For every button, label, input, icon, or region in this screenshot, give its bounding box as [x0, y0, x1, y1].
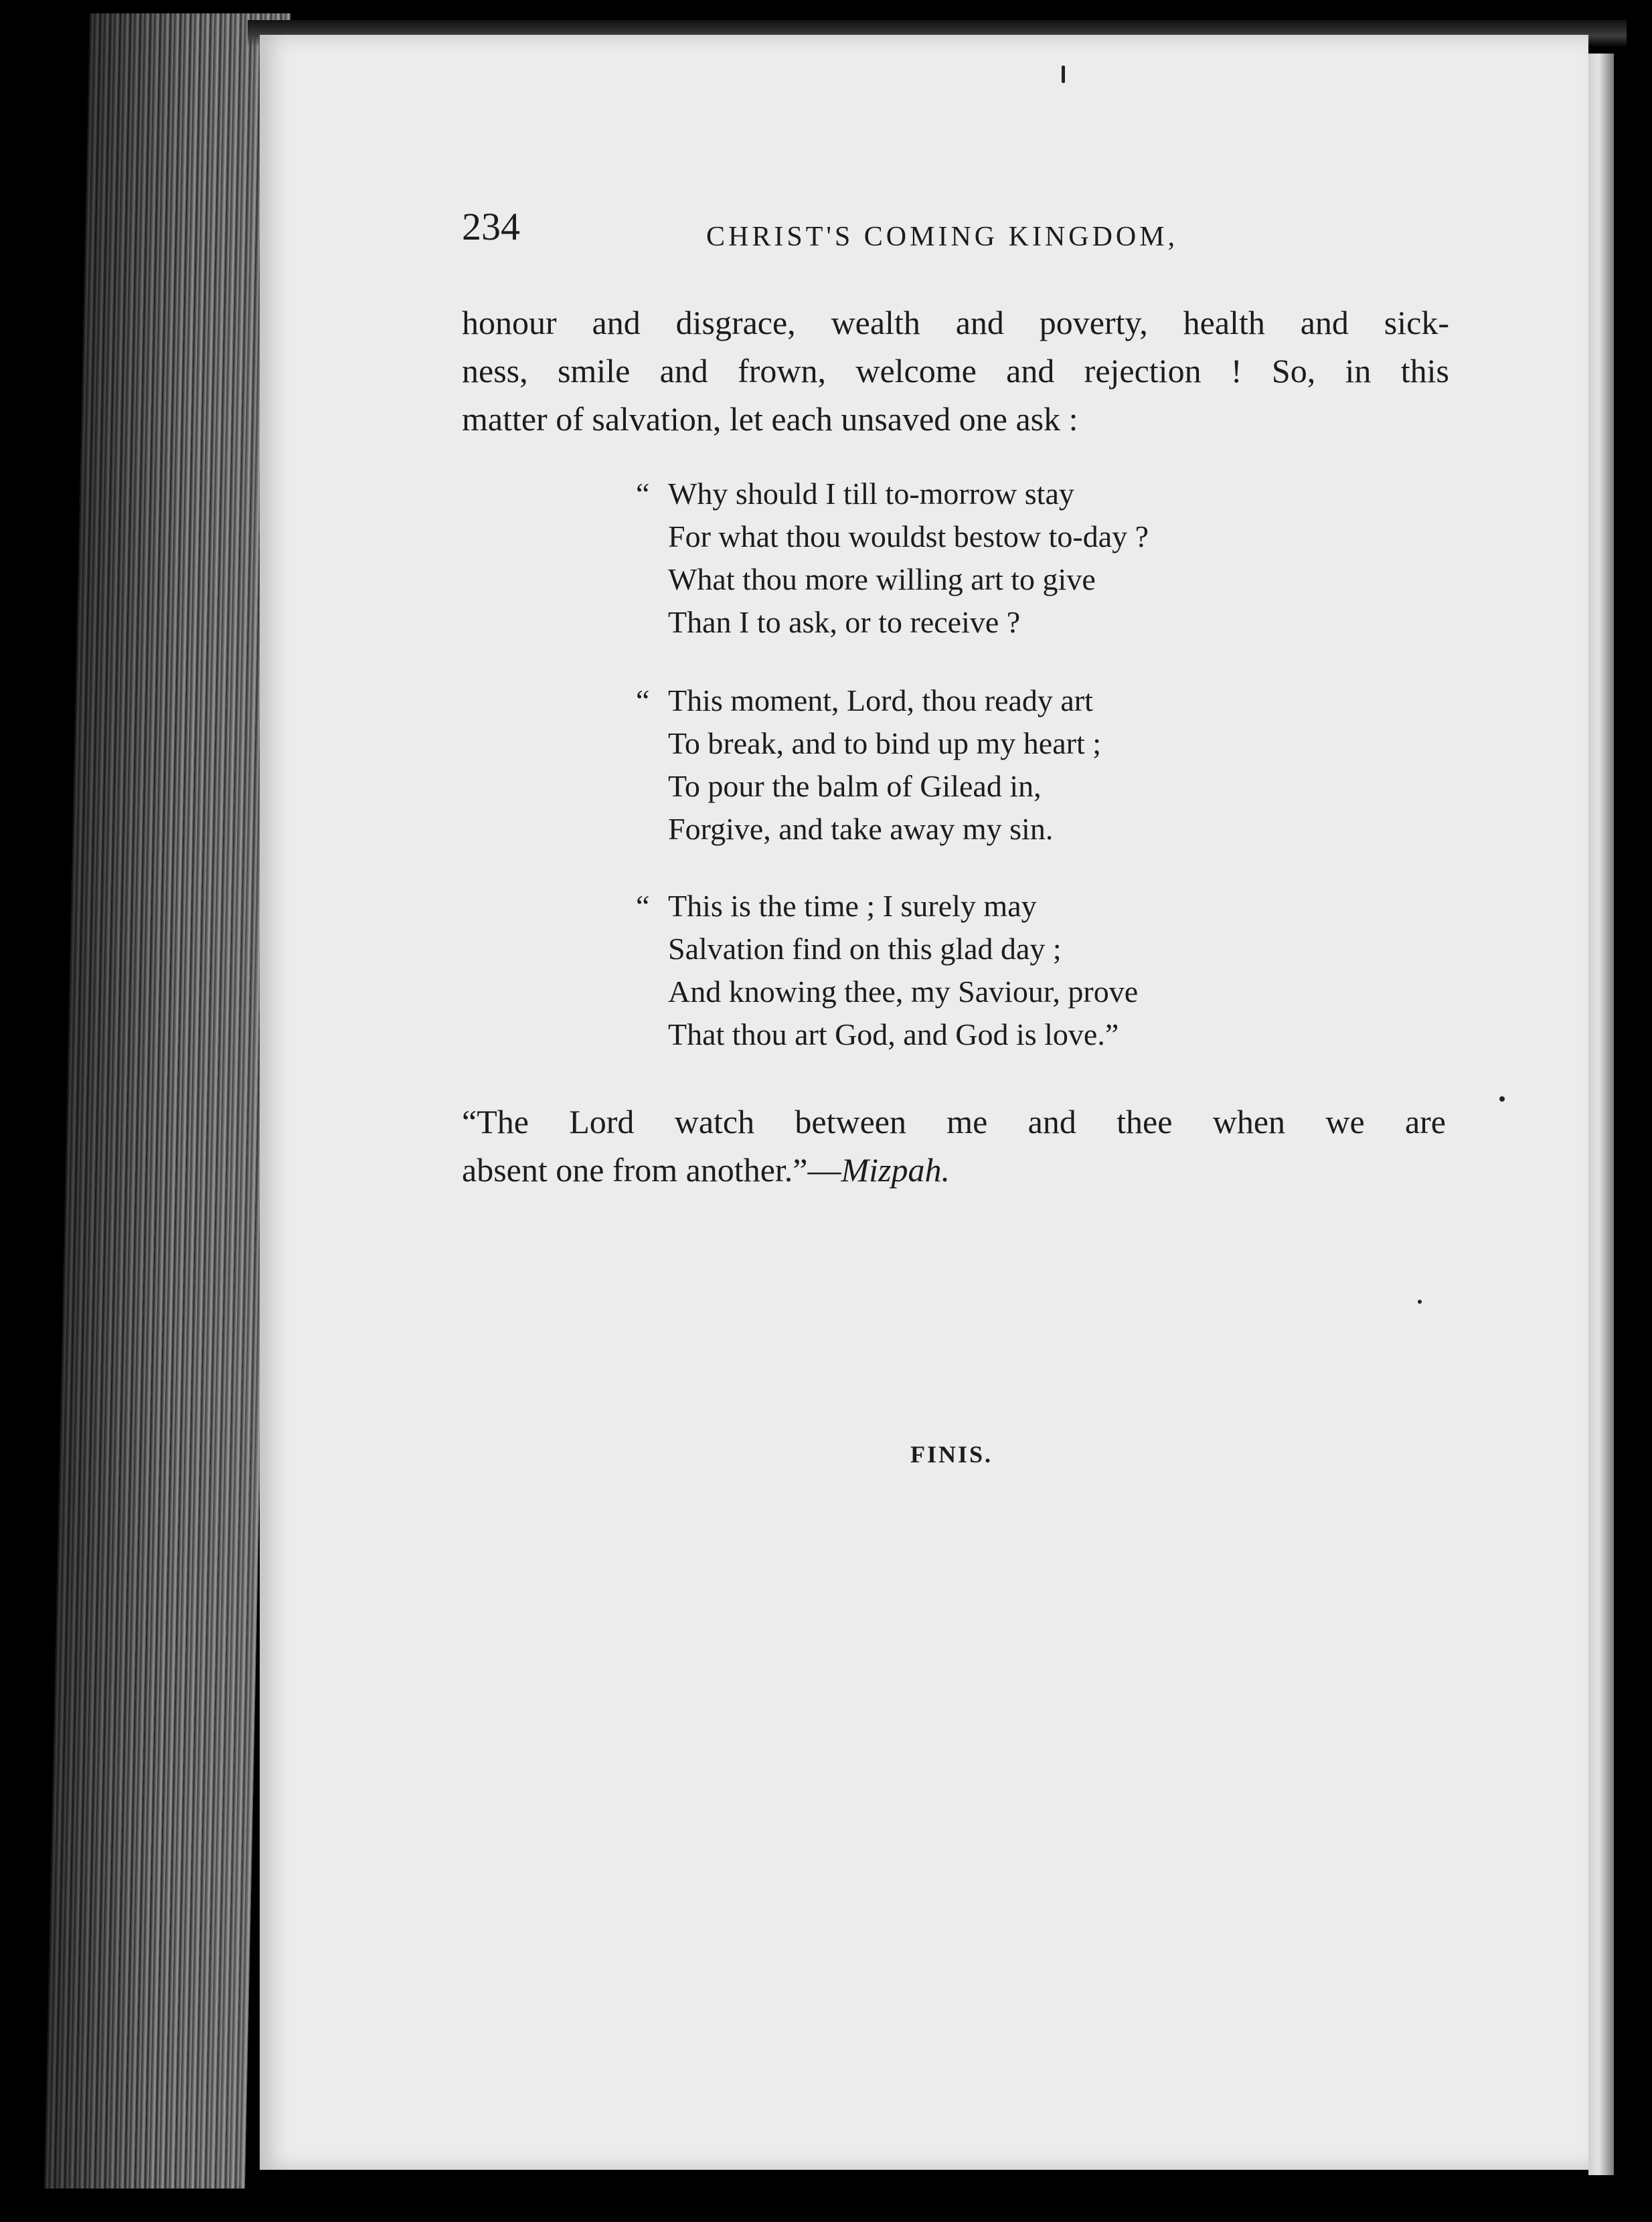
paragraph-line: ness, smile and frown, welcome and rejection ! So, in this — [462, 352, 1449, 390]
verse-line: “ This is the time ; I surely may — [636, 885, 1138, 928]
attribution: Mizpah. — [841, 1151, 950, 1189]
closing-paragraph — [462, 1098, 1446, 1194]
book-page-edges — [44, 13, 291, 2189]
paragraph-line: absent one from another.”—Mizpah. — [462, 1151, 950, 1189]
verse-line: To pour the balm of Gilead in, — [668, 769, 1042, 803]
verse-line: Than I to ask, or to receive ? — [668, 605, 1021, 639]
verse-line: “ This moment, Lord, thou ready art — [636, 679, 1101, 722]
open-quote: “ — [636, 889, 650, 923]
verse-line: Salvation find on this glad day ; — [668, 932, 1062, 966]
verse-line: Forgive, and take away my sin. — [668, 812, 1054, 846]
ink-speck — [1062, 66, 1065, 83]
open-quote: “ — [636, 683, 650, 717]
body-paragraph — [462, 298, 1449, 443]
page-right-edge — [1588, 54, 1614, 2175]
verse-line: And knowing thee, my Saviour, prove — [668, 974, 1139, 1009]
finis-mark: FINIS. — [910, 1441, 993, 1468]
ink-speck — [1418, 1300, 1422, 1304]
verse-line: What thou more willing art to give — [668, 562, 1096, 596]
running-head: CHRIST'S COMING KINGDOM, — [706, 222, 1179, 252]
poem-stanza — [636, 679, 1101, 851]
paragraph-line: honour and disgrace, wealth and poverty, health and sick- — [462, 304, 1449, 341]
verse-line: “ Why should I till to-morrow stay — [636, 473, 1149, 515]
ink-speck — [1499, 1096, 1505, 1102]
paragraph-line: “The Lord watch between me and thee when we are — [462, 1103, 1446, 1140]
page-number: 234 — [462, 205, 520, 248]
poem-stanza — [636, 885, 1138, 1056]
paragraph-line: matter of salvation, let each unsaved one ask : — [462, 400, 1078, 438]
poem-stanza — [636, 473, 1149, 644]
open-quote: “ — [636, 477, 650, 511]
verse-line: That thou art God, and God is love.” — [668, 1017, 1119, 1051]
verse-line: To break, and to bind up my heart ; — [668, 726, 1102, 760]
verse-line: For what thou wouldst bestow to-day ? — [668, 519, 1149, 553]
